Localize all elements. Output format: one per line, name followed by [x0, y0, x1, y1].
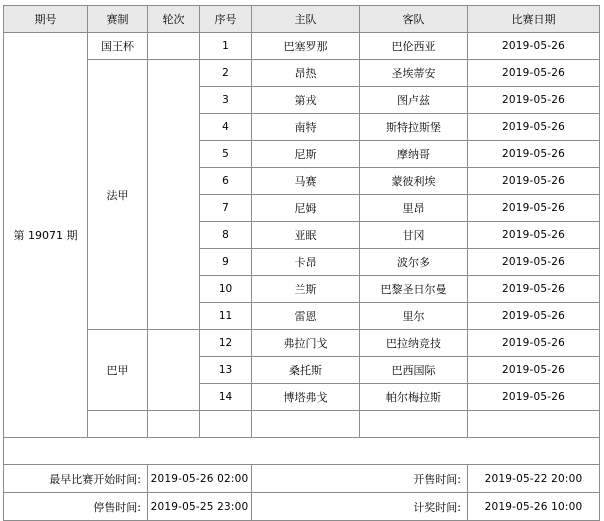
away-team-cell: 图卢兹 [360, 87, 468, 114]
seq-cell: 6 [200, 168, 252, 195]
seq-cell: 5 [200, 141, 252, 168]
home-team-cell: 博塔弗戈 [252, 384, 360, 411]
sale-open-value: 2019-05-22 20:00 [468, 465, 600, 493]
header-row [4, 6, 600, 33]
away-team-cell: 巴伦西亚 [360, 33, 468, 60]
blank-cell [88, 411, 148, 438]
competition-cell: 巴甲 [88, 330, 148, 411]
away-team-cell: 甘冈 [360, 222, 468, 249]
date-cell: 2019-05-26 [468, 168, 600, 195]
date-cell: 2019-05-26 [468, 384, 600, 411]
table-row [4, 330, 600, 357]
home-team-cell: 弗拉门戈 [252, 330, 360, 357]
match-schedule-table [3, 5, 600, 521]
seq-cell: 11 [200, 303, 252, 330]
home-team-cell: 巴塞罗那 [252, 33, 360, 60]
seq-cell: 9 [200, 249, 252, 276]
away-team-cell: 里昂 [360, 195, 468, 222]
seq-cell: 7 [200, 195, 252, 222]
date-cell: 2019-05-26 [468, 303, 600, 330]
blank-cell [468, 411, 600, 438]
round-cell [148, 33, 200, 60]
header-home: 主队 [252, 6, 360, 33]
away-team-cell: 里尔 [360, 303, 468, 330]
home-team-cell: 雷恩 [252, 303, 360, 330]
info-row-start [4, 465, 600, 493]
competition-cell: 法甲 [88, 60, 148, 330]
spacer-row [4, 438, 600, 465]
sale-close-value: 2019-05-25 23:00 [148, 493, 252, 521]
info-row-close [4, 493, 600, 521]
issue-cell: 第 19071 期 [4, 33, 88, 438]
home-team-cell: 亚眠 [252, 222, 360, 249]
home-team-cell: 南特 [252, 114, 360, 141]
away-team-cell: 巴黎圣日尔曼 [360, 276, 468, 303]
seq-cell: 13 [200, 357, 252, 384]
away-team-cell: 斯特拉斯堡 [360, 114, 468, 141]
competition-cell: 国王杯 [88, 33, 148, 60]
away-team-cell: 巴西国际 [360, 357, 468, 384]
date-cell: 2019-05-26 [468, 357, 600, 384]
seq-cell: 1 [200, 33, 252, 60]
away-team-cell: 帕尔梅拉斯 [360, 384, 468, 411]
home-team-cell: 卡昂 [252, 249, 360, 276]
earliest-start-label: 最早比赛开始时间: [4, 465, 148, 493]
round-cell [148, 330, 200, 411]
seq-cell: 12 [200, 330, 252, 357]
earliest-start-value: 2019-05-26 02:00 [148, 465, 252, 493]
home-team-cell: 马赛 [252, 168, 360, 195]
home-team-cell: 第戎 [252, 87, 360, 114]
prize-calc-label: 计奖时间: [252, 493, 468, 521]
date-cell: 2019-05-26 [468, 60, 600, 87]
date-cell: 2019-05-26 [468, 276, 600, 303]
header-away: 客队 [360, 6, 468, 33]
date-cell: 2019-05-26 [468, 141, 600, 168]
round-cell [148, 60, 200, 330]
away-team-cell: 摩纳哥 [360, 141, 468, 168]
date-cell: 2019-05-26 [468, 195, 600, 222]
seq-cell: 14 [200, 384, 252, 411]
home-team-cell: 昂热 [252, 60, 360, 87]
spacer-cell [4, 438, 600, 465]
date-cell: 2019-05-26 [468, 33, 600, 60]
blank-cell [360, 411, 468, 438]
away-team-cell: 巴拉纳竞技 [360, 330, 468, 357]
table-row [4, 60, 600, 87]
header-competition: 赛制 [88, 6, 148, 33]
date-cell: 2019-05-26 [468, 87, 600, 114]
blank-cell [252, 411, 360, 438]
seq-cell: 8 [200, 222, 252, 249]
away-team-cell: 波尔多 [360, 249, 468, 276]
blank-row [4, 411, 600, 438]
header-date: 比赛日期 [468, 6, 600, 33]
date-cell: 2019-05-26 [468, 330, 600, 357]
home-team-cell: 桑托斯 [252, 357, 360, 384]
date-cell: 2019-05-26 [468, 114, 600, 141]
seq-cell: 3 [200, 87, 252, 114]
sale-open-label: 开售时间: [252, 465, 468, 493]
date-cell: 2019-05-26 [468, 222, 600, 249]
prize-calc-value: 2019-05-26 10:00 [468, 493, 600, 521]
home-team-cell: 尼姆 [252, 195, 360, 222]
table-row [4, 33, 600, 60]
blank-cell [200, 411, 252, 438]
header-issue: 期号 [4, 6, 88, 33]
away-team-cell: 蒙彼利埃 [360, 168, 468, 195]
seq-cell: 4 [200, 114, 252, 141]
header-seq: 序号 [200, 6, 252, 33]
blank-cell [148, 411, 200, 438]
date-cell: 2019-05-26 [468, 249, 600, 276]
seq-cell: 2 [200, 60, 252, 87]
seq-cell: 10 [200, 276, 252, 303]
home-team-cell: 尼斯 [252, 141, 360, 168]
header-round: 轮次 [148, 6, 200, 33]
home-team-cell: 兰斯 [252, 276, 360, 303]
away-team-cell: 圣埃蒂安 [360, 60, 468, 87]
sale-close-label: 停售时间: [4, 493, 148, 521]
